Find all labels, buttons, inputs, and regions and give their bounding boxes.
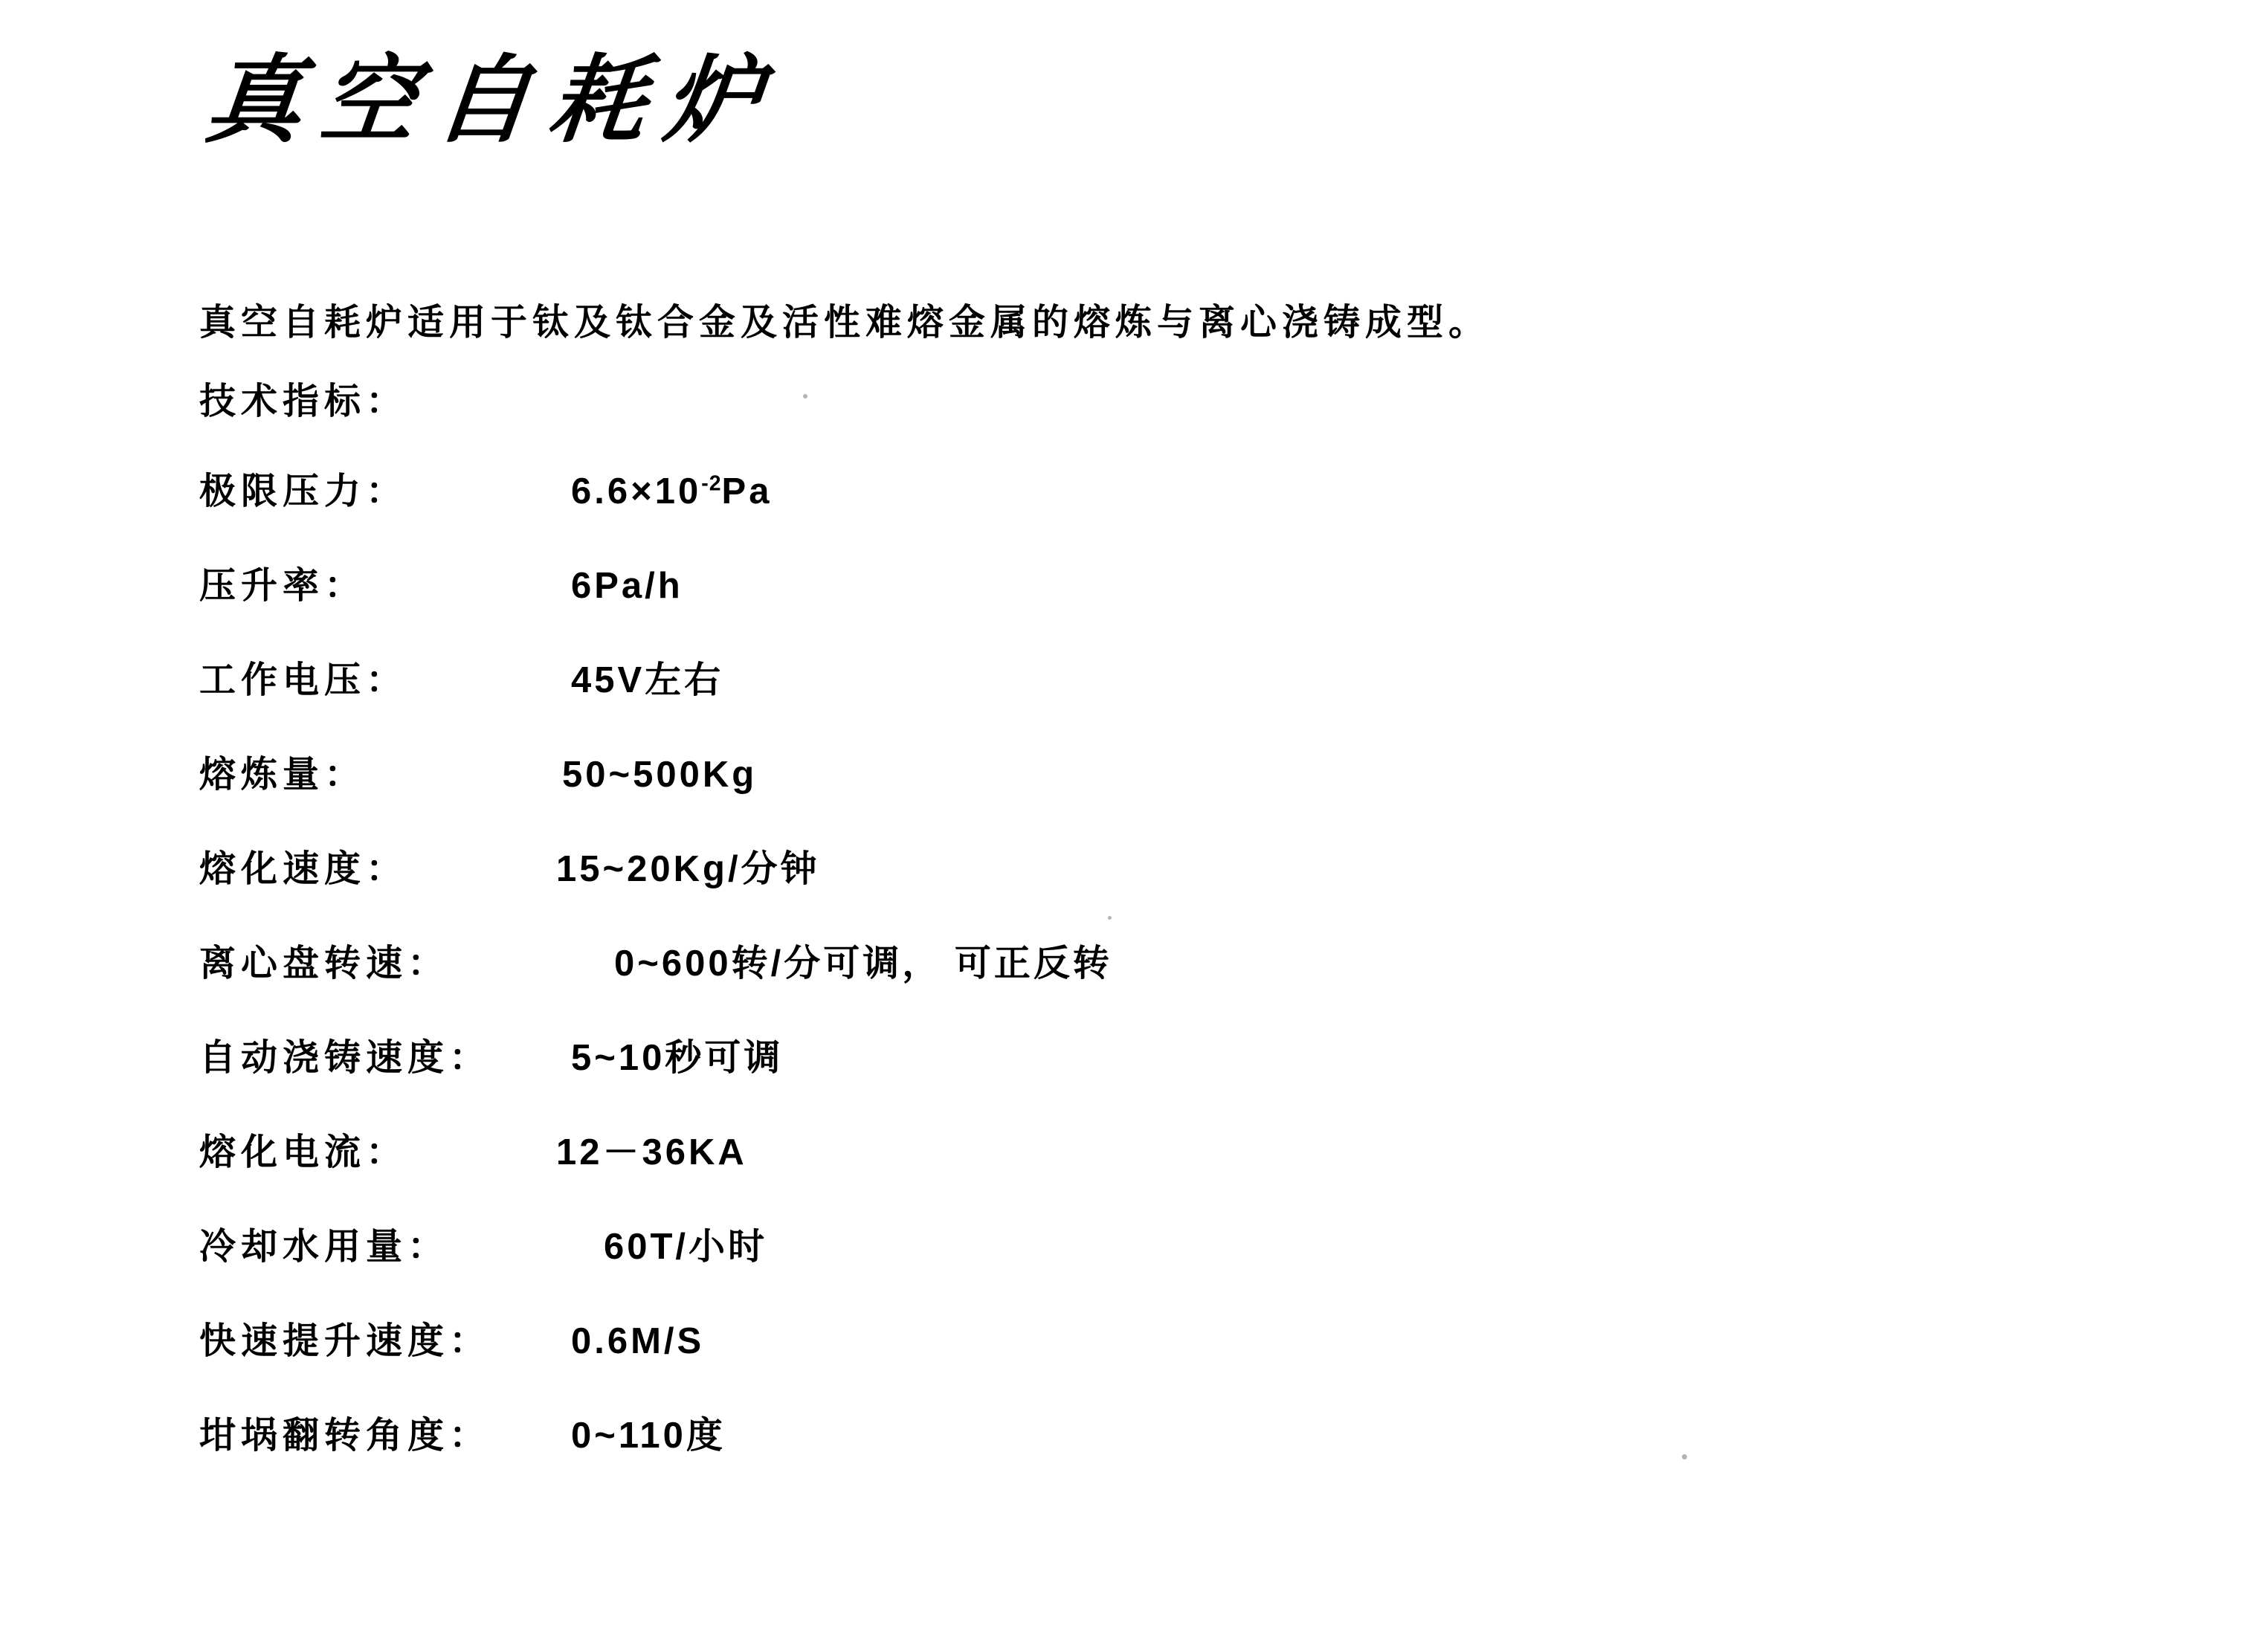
spec-label: 坩埚翻转角度： (199, 1416, 491, 1456)
scan-speck (1108, 916, 1112, 920)
spec-value (571, 471, 772, 512)
spec-value: 0~600转/分可调， 可正反转 (614, 943, 1112, 984)
spec-row (199, 1123, 2132, 1175)
page-title: 真空自耗炉 (201, 45, 785, 156)
spec-value: 6Pa/h (571, 566, 683, 606)
spec-label: 快速提升速度： (199, 1321, 491, 1361)
spec-value-prefix: 6.6×10 (571, 471, 702, 512)
spec-value: 45V左右 (571, 660, 724, 700)
spec-label: 自动浇铸速度： (199, 1038, 491, 1078)
spec-row (199, 557, 2132, 609)
intro-paragraph: 真空自耗炉适用于钛及钛合金及活性难熔金属的熔炼与离心浇铸成型。 (199, 303, 1491, 343)
spec-value: 5~10秒可调 (571, 1038, 784, 1078)
spec-label: 极限压力： (199, 471, 408, 512)
spec-value: 50~500Kg (562, 755, 758, 795)
spec-label: 冷却水用量： (199, 1227, 450, 1267)
document-body (199, 305, 2132, 1501)
spec-row (199, 462, 2132, 514)
spec-row (199, 1407, 2132, 1459)
spec-row (199, 935, 2132, 987)
spec-value: 15~20Kg/分钟 (556, 849, 820, 889)
spec-label: 工作电压： (199, 660, 408, 700)
spec-row (199, 840, 2132, 892)
spec-row (199, 1218, 2132, 1270)
spec-label: 离心盘转速： (199, 943, 450, 984)
spec-value: 0~110度 (571, 1416, 726, 1456)
spec-row (199, 746, 2132, 798)
spec-value: 12－36KA (556, 1132, 747, 1172)
spec-label: 熔炼量： (199, 755, 367, 795)
section-label-specs: 技术指标： (199, 381, 408, 422)
spec-row (199, 1312, 2132, 1364)
spec-row (199, 1029, 2132, 1081)
spec-value-exponent: -2 (701, 471, 722, 496)
scan-speck (1682, 1454, 1687, 1459)
spec-label: 压升率： (199, 566, 367, 606)
spec-value: 60T/小时 (604, 1227, 768, 1267)
spec-value: 0.6M/S (571, 1321, 705, 1361)
spec-row (199, 651, 2132, 703)
spec-label: 熔化速度： (199, 849, 408, 889)
spec-label: 熔化电流： (199, 1132, 408, 1172)
scan-speck (803, 394, 807, 399)
spec-value-suffix: Pa (721, 471, 773, 512)
